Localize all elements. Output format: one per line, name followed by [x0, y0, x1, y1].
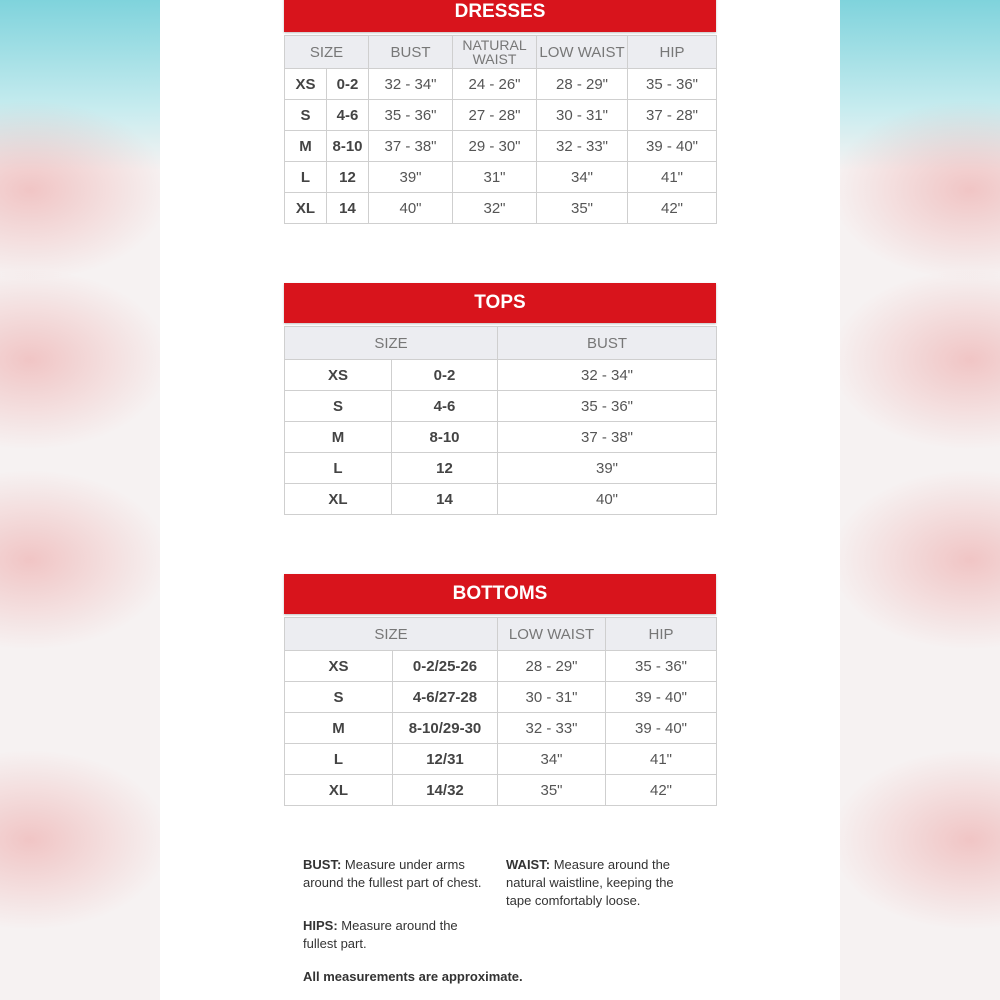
size-number: 8-10 — [392, 422, 498, 453]
low-waist-value: 30 - 31" — [498, 682, 606, 713]
size-letter: XS — [285, 69, 327, 100]
size-letter: M — [285, 713, 393, 744]
dresses-header-row — [285, 36, 717, 69]
dresses-table — [284, 35, 717, 224]
waist-note-line3: tape comfortably loose. — [506, 893, 641, 908]
dresses-title: DRESSES — [284, 0, 716, 32]
dresses-header-hip: HIP — [628, 36, 717, 69]
size-letter: L — [285, 744, 393, 775]
dresses-section — [284, 0, 716, 224]
bottoms-section — [284, 574, 716, 806]
size-letter: XS — [285, 360, 392, 391]
size-letter: L — [285, 453, 392, 484]
tops-header-bust: BUST — [498, 327, 717, 360]
hip-value: 41" — [606, 744, 717, 775]
tops-header-size: SIZE — [285, 327, 498, 360]
size-number: 8-10/29-30 — [393, 713, 498, 744]
approximate-disclaimer: All measurements are approximate. — [303, 969, 523, 984]
bust-value: 39" — [369, 162, 453, 193]
size-letter: M — [285, 422, 392, 453]
table-row — [285, 682, 717, 713]
natural-waist-value: 24 - 26" — [453, 69, 537, 100]
waist-note-line1: Measure around the — [553, 857, 671, 872]
table-row — [285, 100, 717, 131]
natural-waist-value: 29 - 30" — [453, 131, 537, 162]
table-row — [285, 162, 717, 193]
bust-value: 35 - 36" — [498, 391, 717, 422]
size-letter: S — [285, 100, 327, 131]
size-letter: XS — [285, 651, 393, 682]
bust-note — [303, 856, 482, 892]
hip-value: 35 - 36" — [606, 651, 717, 682]
bust-value: 35 - 36" — [369, 100, 453, 131]
bust-value: 40" — [369, 193, 453, 224]
bottoms-header-size: SIZE — [285, 618, 498, 651]
hips-note-line1: Measure around the — [341, 918, 458, 933]
dresses-header-size: SIZE — [285, 36, 369, 69]
low-waist-value: 32 - 33" — [498, 713, 606, 744]
size-letter: XL — [285, 193, 327, 224]
dresses-header-natural-waist — [453, 36, 537, 69]
hip-value: 42" — [606, 775, 717, 806]
tops-table — [284, 326, 717, 515]
bust-value: 32 - 34" — [498, 360, 717, 391]
hip-value: 35 - 36" — [628, 69, 717, 100]
size-number: 4-6 — [327, 100, 369, 131]
hip-value: 37 - 28" — [628, 100, 717, 131]
table-row — [285, 69, 717, 100]
table-row — [285, 713, 717, 744]
bust-note-label: BUST: — [303, 857, 342, 872]
dresses-header-low-waist: LOW WAIST — [537, 36, 628, 69]
bottoms-title: BOTTOMS — [284, 574, 716, 614]
table-row — [285, 775, 717, 806]
tops-section — [284, 283, 716, 515]
hips-note-line2: fullest part. — [303, 936, 367, 951]
size-number: 0-2 — [392, 360, 498, 391]
natural-waist-value: 31" — [453, 162, 537, 193]
waist-note-label: WAIST: — [506, 857, 551, 872]
size-chart-sheet — [160, 0, 840, 1000]
table-row — [285, 453, 717, 484]
natural-waist-value: 32" — [453, 193, 537, 224]
bottoms-header-low-waist: LOW WAIST — [498, 618, 606, 651]
hip-value: 41" — [628, 162, 717, 193]
bottoms-header-hip: HIP — [606, 618, 717, 651]
dresses-header-bust: BUST — [369, 36, 453, 69]
table-row — [285, 651, 717, 682]
hip-value: 39 - 40" — [606, 713, 717, 744]
table-row — [285, 391, 717, 422]
tops-header-row — [285, 327, 717, 360]
bust-value: 37 - 38" — [498, 422, 717, 453]
bust-value: 37 - 38" — [369, 131, 453, 162]
bust-note-line2: around the fullest part of chest. — [303, 875, 482, 890]
hip-value: 39 - 40" — [628, 131, 717, 162]
bust-value: 32 - 34" — [369, 69, 453, 100]
low-waist-value: 32 - 33" — [537, 131, 628, 162]
table-row — [285, 360, 717, 391]
waist-note — [506, 856, 674, 910]
dresses-header-natural: NATURAL — [462, 37, 527, 53]
size-letter: L — [285, 162, 327, 193]
size-letter: XL — [285, 484, 392, 515]
table-row — [285, 131, 717, 162]
natural-waist-value: 27 - 28" — [453, 100, 537, 131]
size-letter: M — [285, 131, 327, 162]
table-row — [285, 422, 717, 453]
low-waist-value: 35" — [498, 775, 606, 806]
bust-value: 39" — [498, 453, 717, 484]
low-waist-value: 34" — [537, 162, 628, 193]
low-waist-value: 34" — [498, 744, 606, 775]
bust-note-line1: Measure under arms — [344, 857, 465, 872]
size-number: 8-10 — [327, 131, 369, 162]
bust-value: 40" — [498, 484, 717, 515]
table-row — [285, 484, 717, 515]
size-number: 0-2 — [327, 69, 369, 100]
table-row — [285, 193, 717, 224]
waist-note-line2: natural waistline, keeping the — [506, 875, 674, 890]
size-number: 4-6 — [392, 391, 498, 422]
size-number: 12 — [392, 453, 498, 484]
table-row — [285, 744, 717, 775]
low-waist-value: 35" — [537, 193, 628, 224]
size-number: 12/31 — [393, 744, 498, 775]
size-number: 12 — [327, 162, 369, 193]
low-waist-value: 28 - 29" — [498, 651, 606, 682]
size-number: 14 — [327, 193, 369, 224]
size-number: 14/32 — [393, 775, 498, 806]
hips-note-label: HIPS: — [303, 918, 338, 933]
tops-title: TOPS — [284, 283, 716, 323]
size-number: 14 — [392, 484, 498, 515]
size-letter: XL — [285, 775, 393, 806]
size-number: 4-6/27-28 — [393, 682, 498, 713]
bottoms-header-row — [285, 618, 717, 651]
low-waist-value: 30 - 31" — [537, 100, 628, 131]
bottoms-table — [284, 617, 717, 806]
size-number: 0-2/25-26 — [393, 651, 498, 682]
size-letter: S — [285, 391, 392, 422]
size-letter: S — [285, 682, 393, 713]
dresses-header-waist: WAIST — [472, 51, 517, 67]
hips-note — [303, 917, 458, 953]
hip-value: 39 - 40" — [606, 682, 717, 713]
low-waist-value: 28 - 29" — [537, 69, 628, 100]
hip-value: 42" — [628, 193, 717, 224]
